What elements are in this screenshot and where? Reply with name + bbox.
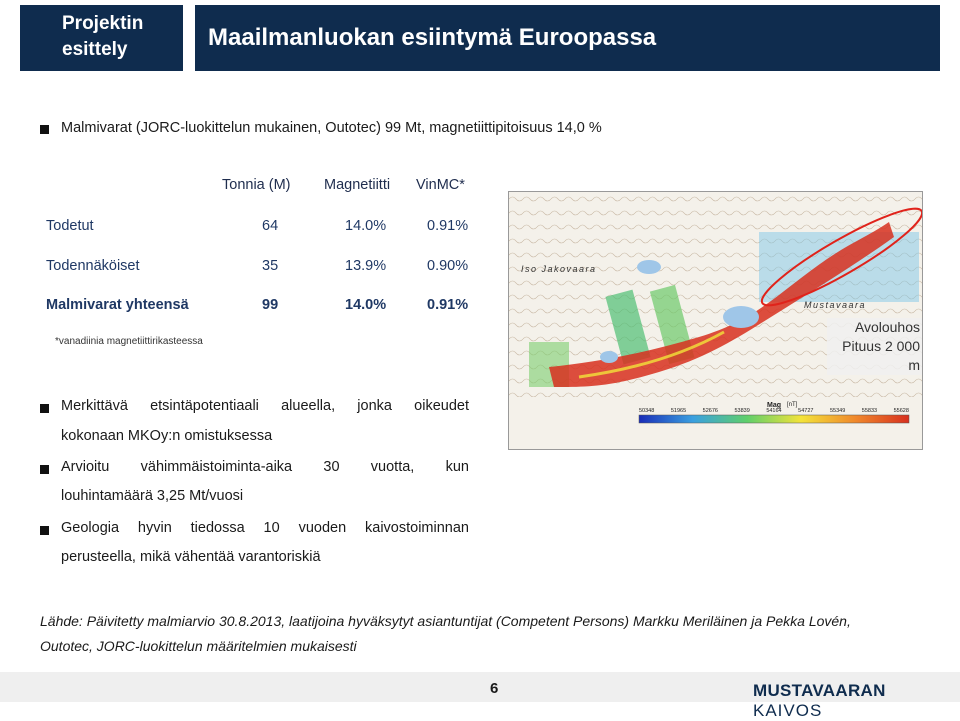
- word: etsintäpotentiaali: [150, 398, 259, 414]
- table-footnote: *vanadiinia magnetiittirikasteessa: [55, 336, 203, 347]
- cell-magnetiitti: 14.0%: [345, 297, 387, 313]
- cell-magnetiitti: 13.9%: [345, 258, 387, 274]
- section-label-line1: Projektin: [62, 13, 144, 34]
- cell-magnetiitti: 14.0%: [345, 218, 387, 234]
- legend-unit: [nT]: [787, 402, 798, 408]
- row-label-todetut: Todetut: [46, 218, 94, 234]
- word: alueella,: [281, 398, 336, 414]
- legend-values: [639, 408, 909, 414]
- bullet-top-text: Malmivarat (JORC-luokittelun mukainen, Outotec) 99 Mt, magnetiittipitoisuus 14,0 %: [61, 120, 602, 136]
- legend-value: 54727: [798, 408, 814, 414]
- legend-value: 55833: [861, 408, 878, 414]
- logo-brand: MUSTAVAARAN: [753, 681, 886, 700]
- logo-suffix: KAIVOS: [753, 701, 823, 720]
- lake: [600, 351, 618, 363]
- bullet-2-line1: [61, 459, 469, 475]
- word: Merkittävä: [61, 398, 128, 414]
- col-header-vinmc: VinMC*: [416, 177, 465, 193]
- bullet-3-line1: [61, 520, 469, 536]
- word: Arvioitu: [61, 459, 110, 475]
- word: Geologia: [61, 520, 120, 536]
- section-label-line2: esittely: [62, 39, 128, 60]
- company-logo: [753, 681, 960, 721]
- legend-value: 55628: [893, 408, 909, 414]
- bullet-icon: [40, 526, 49, 535]
- word: tiedossa: [190, 520, 245, 536]
- cell-vinmc: 0.91%: [427, 297, 469, 313]
- lake: [637, 260, 661, 274]
- open-pit-annotation: [827, 318, 922, 375]
- word: kun: [445, 459, 469, 475]
- cell-tonnia: 64: [262, 218, 279, 234]
- bullet-icon: [40, 125, 49, 134]
- bullet-icon: [40, 465, 49, 474]
- row-label-todennakoiset: Todennäköiset: [46, 258, 140, 274]
- word: vuotta,: [370, 459, 415, 475]
- place-label: Iso Jakovaara: [521, 264, 597, 274]
- cell-vinmc: 0.90%: [427, 258, 469, 274]
- legend-value: 50348: [639, 408, 655, 414]
- legend-value: 53839: [734, 408, 750, 414]
- page-title: Maailmanluokan esiintymä Euroopassa: [195, 5, 940, 71]
- word: oikeudet: [414, 398, 469, 414]
- bullet-2-line2: louhintamäärä 3,25 Mt/vuosi: [61, 488, 244, 504]
- lake: [723, 306, 759, 328]
- legend-value: 54164: [766, 408, 782, 414]
- legend-value: 51965: [670, 408, 687, 414]
- legend-value: 55349: [829, 408, 846, 414]
- section-label[interactable]: [20, 5, 183, 71]
- legend-title: Mag: [767, 402, 781, 409]
- word: 10: [263, 520, 280, 536]
- word: hyvin: [137, 520, 172, 536]
- magnetic-map: [508, 191, 923, 450]
- bullet-3-line2: perusteella, mikä vähentää varantoriskiä: [61, 549, 321, 565]
- annotation-line2: Pituus 2 000 m: [842, 338, 920, 373]
- bullet-1-line2: kokonaan MKOy:n omistuksessa: [61, 428, 273, 444]
- mag-colorbar: [639, 415, 909, 423]
- cell-tonnia: 99: [262, 297, 279, 313]
- col-header-tonnia: Tonnia (M): [222, 177, 291, 193]
- page-number: 6: [490, 680, 499, 697]
- row-label-yhteensa: Malmivarat yhteensä: [46, 297, 189, 313]
- bullet-1-line1: [61, 398, 469, 414]
- source-line1: Lähde: Päivitetty malmiarvio 30.8.2013, laatijoina hyväksytyt asiantuntijat (Competent Persons) Markku Meriläinen ja Pekka Lovén,: [40, 613, 851, 629]
- place-label: Mustavaara: [804, 300, 867, 310]
- word: kaivostoiminnan: [365, 520, 469, 536]
- col-header-magnetiitti: Magnetiitti: [324, 177, 391, 193]
- bullet-icon: [40, 404, 49, 413]
- cell-tonnia: 35: [262, 258, 279, 274]
- word: jonka: [357, 398, 392, 414]
- word: vähimmäistoiminta-aika: [140, 459, 293, 475]
- word: vuoden: [298, 520, 347, 536]
- annotation-line1: Avolouhos: [854, 319, 920, 335]
- word: 30: [323, 459, 340, 475]
- source-line2: Outotec, JORC-luokittelun määritelmien mukaisesti: [40, 638, 357, 654]
- legend-value: 52676: [702, 408, 718, 414]
- cell-vinmc: 0.91%: [427, 218, 469, 234]
